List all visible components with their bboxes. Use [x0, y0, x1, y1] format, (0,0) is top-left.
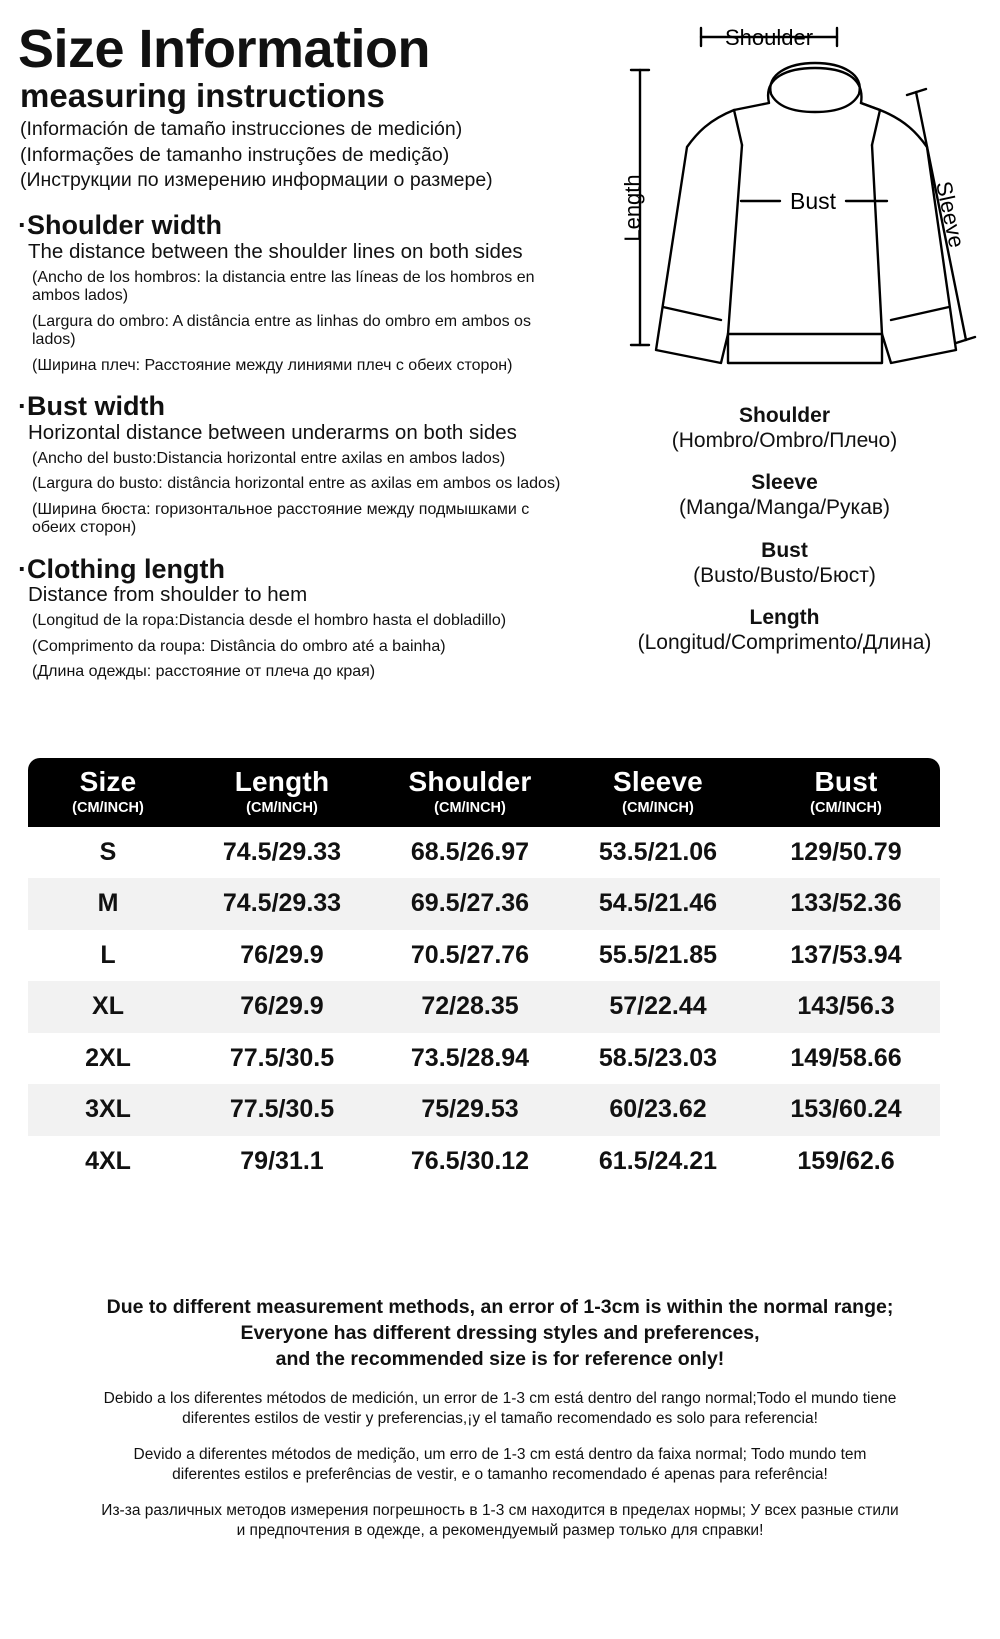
cell-bust: 137/53.94: [790, 940, 902, 969]
size-table: [28, 758, 940, 1187]
header-unit: (CM/INCH): [622, 799, 694, 816]
disclaimer-pt-line-2: diferentes estilos e preferências de vestir, e o tamanho recomendado é apenas para referência!: [172, 1466, 828, 1484]
diagram-label-shoulder: Shoulder: [724, 25, 814, 50]
shoulder-seam-left: [734, 110, 742, 145]
cell-bust: 129/50.79: [790, 837, 902, 866]
footer-disclaimer: [0, 1295, 1000, 1542]
section-translation-pt: (Comprimento da roupa: Distância do ombro até a bainha): [32, 637, 446, 655]
cell-size: S: [99, 837, 117, 866]
table-row: [28, 1136, 940, 1188]
size-table-container: [28, 758, 940, 1187]
title-subtitle: measuring instructions: [20, 77, 385, 114]
section-title-text: Clothing length: [27, 553, 225, 584]
cuff-ribbing-right: [891, 307, 949, 320]
legend-label-translations: (Hombro/Ombro/Плечо): [671, 429, 898, 453]
disclaimer-es-line-1: Debido a los diferentes métodos de medición, un error de 1-3 cm está dentro del rango normal;Todo el mundo tiene: [103, 1389, 897, 1407]
legend-label-en: Sleeve: [751, 471, 818, 495]
diagram-label-sleeve: Sleeve: [931, 178, 970, 250]
cell-length: 76/29.9: [240, 992, 324, 1021]
header-cell-sleeve: [564, 758, 752, 827]
disclaimer-en: [0, 1295, 1000, 1373]
table-row: [28, 930, 940, 982]
cell-bust: 133/52.36: [790, 889, 902, 918]
cell-length: 77.5/30.5: [229, 1095, 335, 1124]
disclaimer-pt-line-1: Devido a diferentes métodos de medição, um erro de 1-3 cm está dentro da faixa normal; Todo mundo tem: [133, 1446, 867, 1464]
instructions-column: [0, 0, 575, 689]
table-row: [28, 981, 940, 1033]
title-translation-pt: (Informações de tamanho instruções de medição): [20, 143, 450, 166]
legend-item-length: [575, 606, 994, 655]
cell-sleeve: 55.5/21.85: [598, 940, 718, 969]
header-cell-length: [188, 758, 376, 827]
diagram-column: [575, 0, 1000, 689]
header-label: Size: [79, 766, 137, 797]
header-unit: (CM/INCH): [810, 799, 882, 816]
cell-shoulder: 76.5/30.12: [410, 1146, 530, 1175]
cell-sleeve: 60/23.62: [609, 1095, 707, 1124]
legend-label-en: Bust: [761, 538, 808, 562]
section-translation-es: (Ancho de los hombros: la distancia entre las líneas de los hombros en ambos lados): [32, 268, 535, 305]
cell-bust: 143/56.3: [797, 992, 895, 1021]
legend-label-translations: (Manga/Manga/Рукав): [678, 496, 891, 520]
diagram-legend: [575, 404, 1000, 655]
cell-size: 3XL: [85, 1095, 131, 1124]
cell-shoulder: 75/29.53: [421, 1095, 519, 1124]
legend-label-translations: (Longitud/Comprimento/Длина): [637, 631, 932, 655]
section-shoulder-width: [18, 211, 575, 375]
disclaimer-ru: [0, 1501, 1000, 1541]
bullet-icon: ·: [18, 553, 27, 584]
header-label: Bust: [814, 766, 878, 797]
header-cell-shoulder: [376, 758, 564, 827]
section-title-text: Shoulder width: [27, 210, 222, 241]
cell-sleeve: 54.5/21.46: [598, 889, 718, 918]
section-description: Horizontal distance between underarms on both sides: [28, 420, 517, 444]
disclaimer-en-line-1: Due to different measurement methods, an error of 1-3cm is within the normal range;: [106, 1296, 894, 1318]
shoulder-seam-right: [872, 110, 880, 145]
table-row: [28, 827, 940, 879]
section-translation-pt: (Largura do busto: distância horizontal entre as axilas em ambos os lados): [32, 475, 561, 493]
section-translation-ru: (Длина одежды: расстояние от плеча до края): [32, 663, 376, 681]
disclaimer-ru-line-1: Из-за различных методов измерения погрешность в 1-3 см находится в пределах нормы; У всех разные стили: [101, 1502, 899, 1520]
table-row: [28, 878, 940, 930]
cell-shoulder: 69.5/27.36: [410, 889, 530, 918]
size-table-head: [28, 758, 940, 827]
cuff-ribbing-left: [663, 307, 721, 320]
table-row: [28, 1033, 940, 1085]
section-translation-ru: (Ширина бюста: горизонтальное расстояние между подмышками с обеих сторон): [32, 500, 530, 537]
top-section: [0, 0, 1000, 689]
bullet-icon: ·: [18, 391, 27, 422]
legend-label-en: Shoulder: [738, 404, 830, 427]
cell-shoulder: 68.5/26.97: [410, 837, 530, 866]
sweatshirt-illustration: [575, 0, 1000, 400]
cell-shoulder: 70.5/27.76: [410, 940, 530, 969]
header-unit: (CM/INCH): [246, 799, 318, 816]
legend-label-en: Length: [749, 605, 820, 629]
section-bust-width: [18, 392, 575, 537]
cell-length: 74.5/29.33: [222, 837, 342, 866]
title-translation-ru: (Инструкции по измерению информации о размере): [20, 169, 493, 192]
section-translation-es: (Ancho del busto:Distancia horizontal entre axilas en ambos lados): [32, 449, 506, 467]
page-title: [18, 19, 575, 194]
section-translation-pt: (Largura do ombro: A distância entre as linhas do ombro em ambos os lados): [32, 312, 531, 349]
cell-bust: 149/58.66: [790, 1043, 902, 1072]
body-side-seam-right: [872, 145, 882, 334]
title-main: Size Information: [18, 19, 431, 79]
cell-length: 76/29.9: [240, 940, 324, 969]
disclaimer-en-line-2: Everyone has different dressing styles and preferences,: [240, 1321, 760, 1344]
cell-shoulder: 73.5/28.94: [410, 1043, 530, 1072]
header-label: Length: [234, 766, 330, 797]
disclaimer-ru-line-2: и предпочтения в одежде, а рекомендуемый размер только для справки!: [236, 1522, 764, 1540]
section-title: [18, 211, 575, 239]
section-clothing-length: [18, 555, 575, 682]
cell-length: 77.5/30.5: [229, 1043, 335, 1072]
section-title: [18, 392, 575, 420]
header-unit: (CM/INCH): [434, 799, 506, 816]
section-title: [18, 555, 575, 583]
cell-size: L: [100, 940, 116, 969]
body-side-seam-left: [728, 145, 742, 334]
cell-size: M: [97, 889, 119, 918]
cell-size: 2XL: [85, 1043, 131, 1072]
section-translation-ru: (Ширина плеч: Расстояние между линиями плеч с обеих сторон): [32, 356, 513, 374]
cell-sleeve: 57/22.44: [609, 992, 707, 1021]
cell-size: XL: [92, 992, 124, 1021]
bullet-icon: ·: [18, 210, 27, 241]
header-label: Sleeve: [613, 766, 703, 797]
cell-length: 79/31.1: [240, 1146, 324, 1175]
cell-length: 74.5/29.33: [222, 889, 342, 918]
cell-sleeve: 61.5/24.21: [598, 1146, 718, 1175]
legend-label-translations: (Busto/Busto/Бюст): [693, 563, 876, 587]
section-description: Distance from shoulder to hem: [28, 583, 308, 607]
table-header-row: [28, 758, 940, 827]
legend-item-bust: [575, 539, 994, 588]
section-description: The distance between the shoulder lines on both sides: [28, 239, 523, 263]
header-unit: (CM/INCH): [72, 799, 144, 816]
header-cell-bust: [752, 758, 940, 827]
disclaimer-es-line-2: diferentes estilos de vestir y preferencias,¡y el tamaño recomendado es solo para referencia!: [182, 1409, 818, 1427]
shoulder-seam-right-top: [861, 103, 880, 110]
collar-outline: [770, 63, 859, 112]
cell-size: 4XL: [85, 1146, 131, 1175]
disclaimer-en-line-3: and the recommended size is for reference only!: [275, 1347, 725, 1370]
cell-sleeve: 58.5/23.03: [598, 1043, 718, 1072]
cell-sleeve: 53.5/21.06: [598, 837, 718, 866]
size-table-body: [28, 827, 940, 1188]
cell-shoulder: 72/28.35: [421, 992, 519, 1021]
cell-bust: 153/60.24: [790, 1095, 902, 1124]
disclaimer-es: [0, 1389, 1000, 1429]
cell-bust: 159/62.6: [797, 1146, 895, 1175]
diagram-label-length: Length: [620, 174, 645, 242]
section-title-text: Bust width: [27, 391, 165, 422]
legend-item-shoulder: [575, 404, 994, 453]
legend-item-sleeve: [575, 471, 994, 520]
section-translation-es: (Longitud de la ropa:Distancia desde el hombro hasta el dobladillo): [32, 612, 507, 630]
disclaimer-pt: [0, 1445, 1000, 1485]
header-label: Shoulder: [408, 766, 532, 797]
title-translation-es: (Información de tamaño instrucciones de medición): [20, 117, 463, 140]
table-row: [28, 1084, 940, 1136]
diagram-label-bust: Bust: [789, 188, 837, 214]
header-cell-size: [28, 758, 188, 827]
garment-diagram: [575, 0, 1000, 400]
